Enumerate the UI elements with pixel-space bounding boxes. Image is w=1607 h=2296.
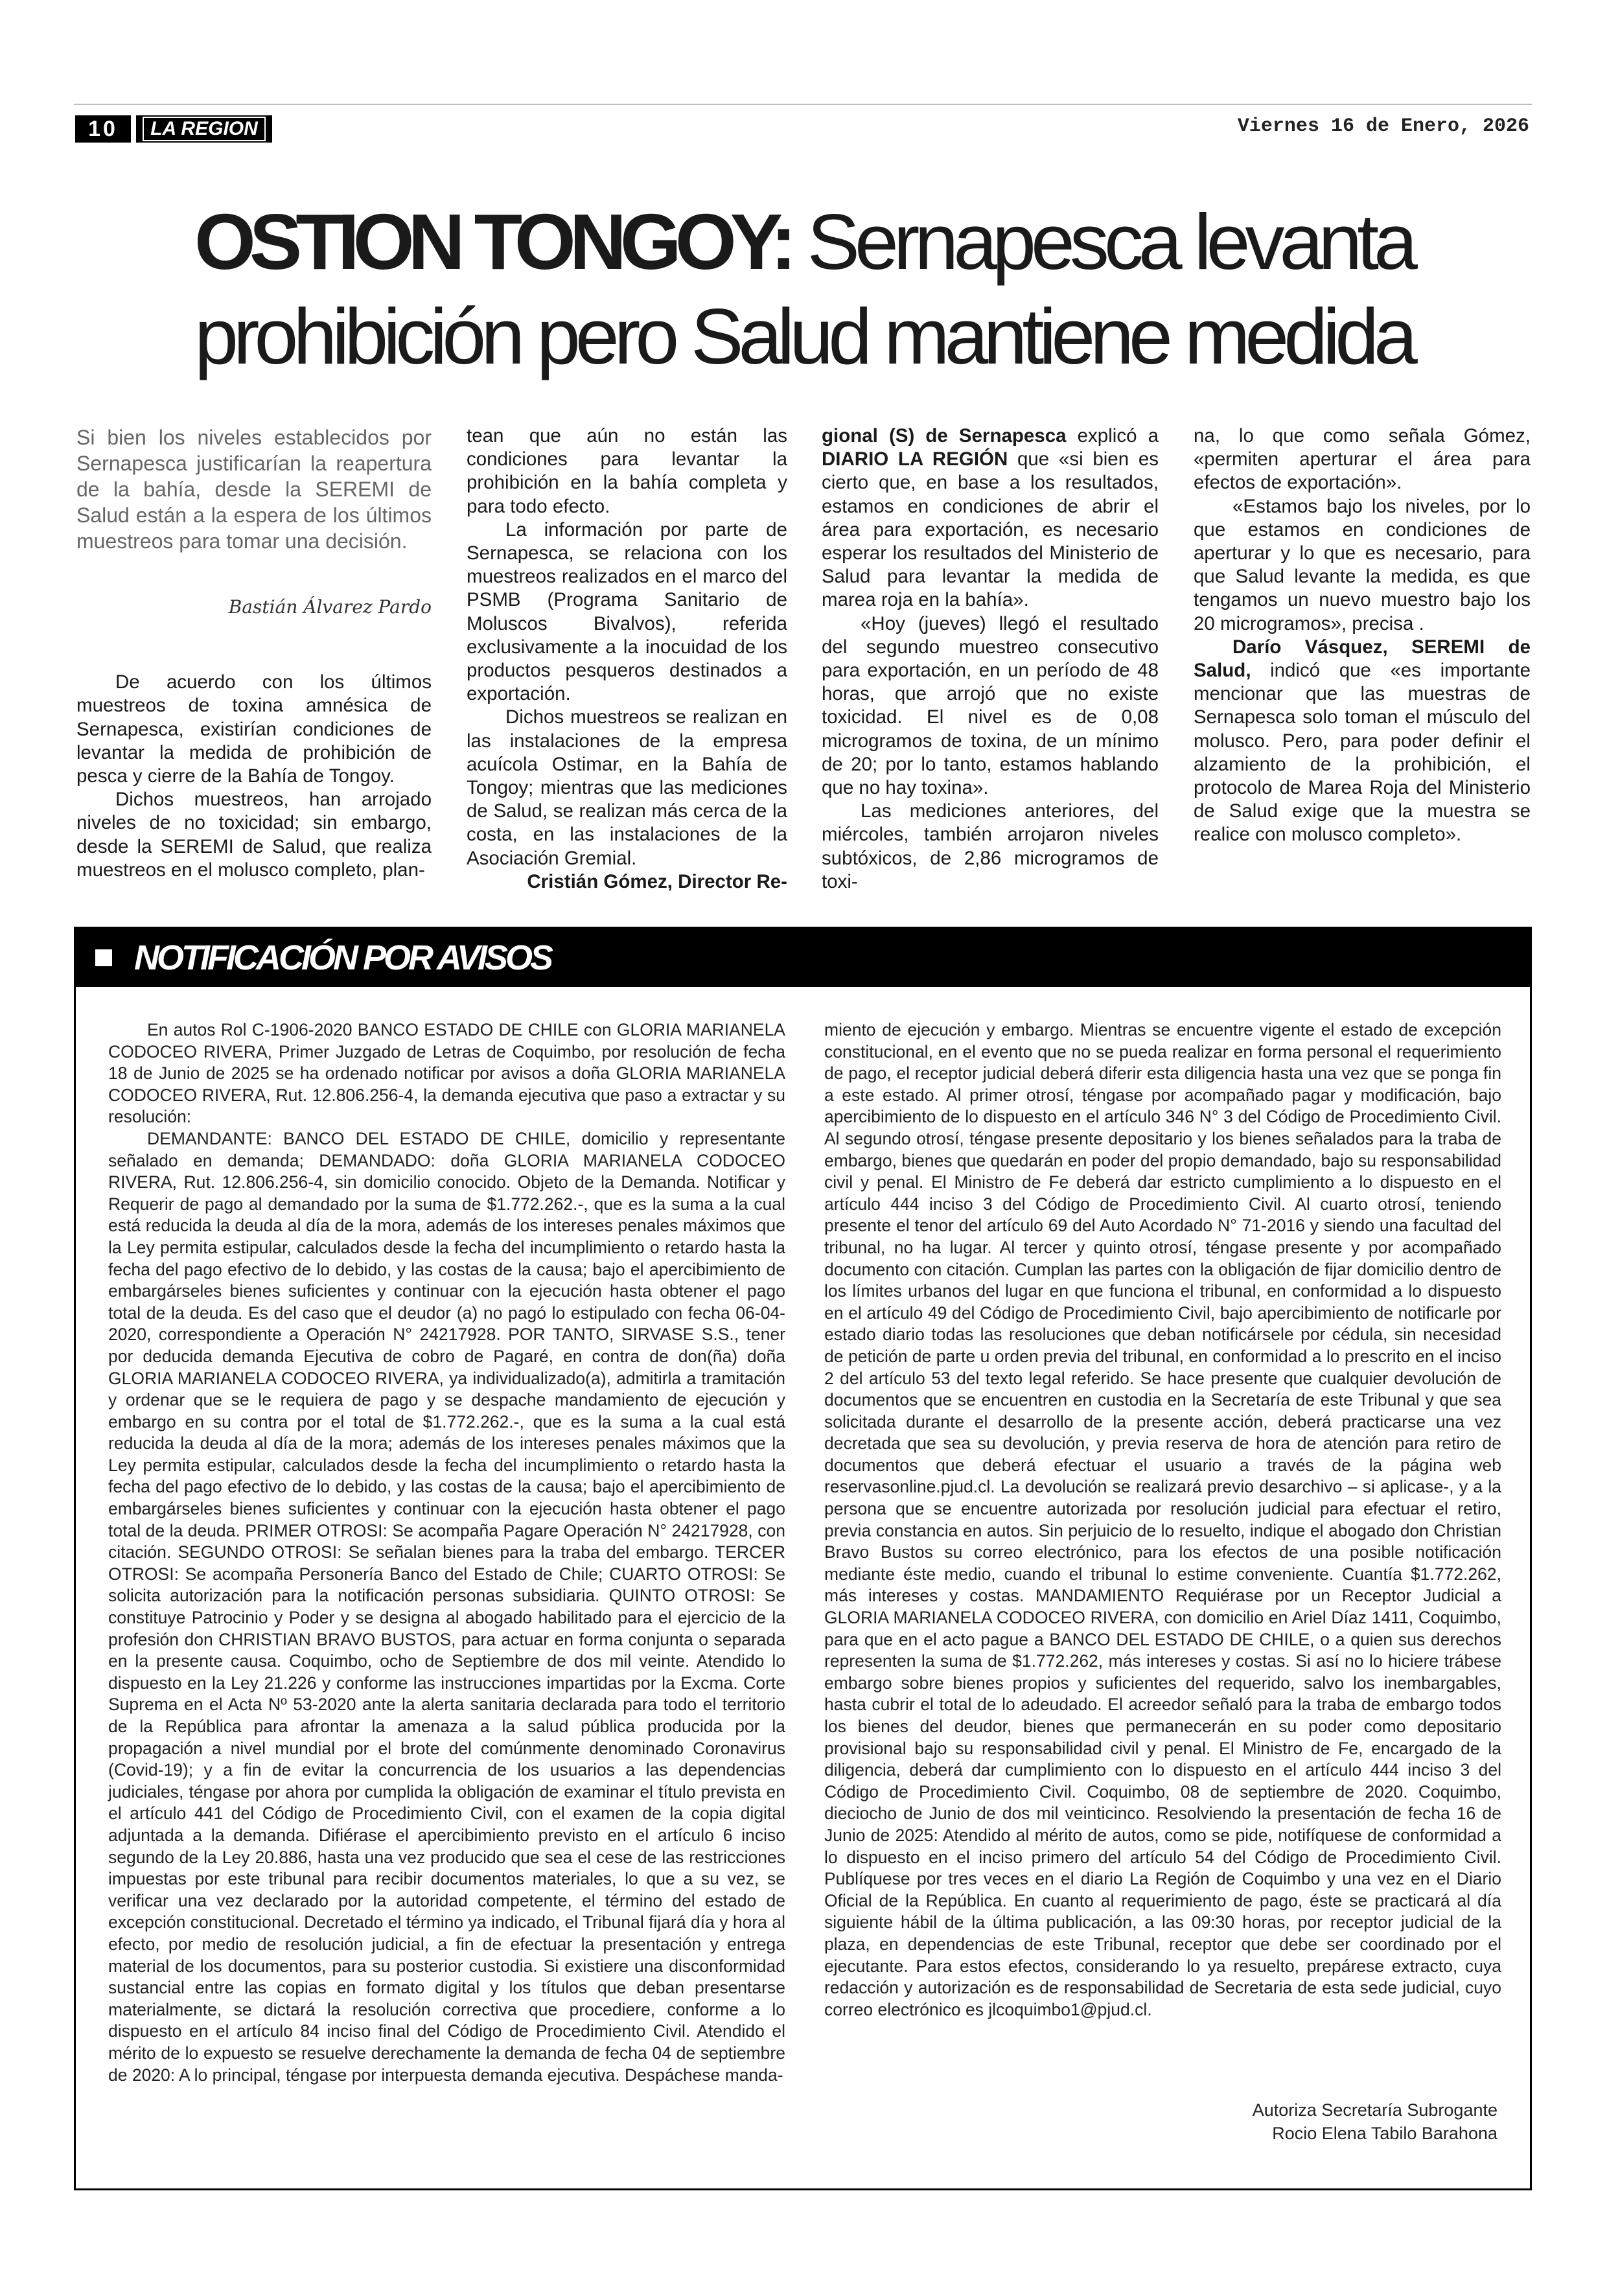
article-paragraph: De acuerdo con los últimos muestreos de toxina amnésica de Sernapesca, existirían condiciones de levantar la medida de prohibición de pesca y cierre de la Bahía de Tongoy. (76, 671, 432, 787)
issue-date: Viernes 16 de Enero, 2026 (1237, 115, 1529, 137)
newspaper-name: DIARIO LA REGIÓN (822, 448, 1008, 470)
headline-bold: OSTION TONGOY: (194, 198, 791, 286)
article-paragraph: Las mediciones anteriores, del miércoles, también arrojaron niveles subtóxicos, de 2,86 microgramos de toxi- (822, 800, 1159, 892)
article-column-1 (76, 424, 432, 882)
article-column-4 (1194, 424, 1531, 847)
notice-paragraph: DEMANDANTE: BANCO DEL ESTADO DE CHILE, domicilio y representante señalado en demanda; DEMANDADO: doña GLORIA MARIANELA CODOCEO RIVERA, Rut. 12.806.256-4, sin domicilio conocido. Objeto de la Demanda. Notificar y Requerir de pago al demandado por la suma de $1.772.262.-, que es la suma a la cual está reducida la deuda al día de la mora, además de los intereses penales máximos que la Ley permita estipular, calculados desde la fecha del incumplimiento o retardo hasta la fecha del pago efectivo de lo debido, y las costas de la causa; bajo el apercibimiento de embargárseles bienes suficientes y continuar con la ejecución hasta obtener el pago total de la deuda. Es del caso que el deudor (a) no pagó lo estipulado con fecha 06-04-2020, correspondiente a Operación N° 24217928. POR TANTO, SIRVASE S.S., tener por deducida demanda Ejecutiva de cobro de Pagaré, en contra de don(ña) doña GLORIA MARIANELA CODOCEO RIVERA, ya individualizado(a), admitirla a tramitación y ordenar que se le requiera de pago y se despache mandamiento de ejecución y embargo en su contra por el total de $1.772.262.-, que es la suma a la cual está reducida la deuda al día de la mora; además de los intereses penales máximos que la Ley permita estipular, calculados desde la fecha del incumplimiento o retardo hasta la fecha del pago efectivo de lo debido, y las costas de la causa; bajo el apercibimiento de embargárseles bienes suficientes y continuar con la ejecución hasta obtener el pago total de la deuda. PRIMER OTROSI: Se acompaña Pagare Operación N° 24217928, con citación. SEGUNDO OTROSI: Se señalan bienes para la traba del embargo. TERCER OTROSI: Se acompaña Personería Banco del Estado de Chile; CUARTO OTROSI: Se solicita autorización para la notificación personas subsidiaria. QUINTO OTROSI: Se constituye Patrocinio y Poder y se designa al abogado habilitado para el ejercicio de la profesión don CHRISTIAN BRAVO BUSTOS, para actuar en forma conjunta o separada en la presente causa. Coquimbo, ocho de Septiembre de dos mil veinte. Atendido lo dispuesto en la Ley 21.226 y conforme las instrucciones impartidas por la Excma. Corte Suprema en el Acta Nº 53-2020 ante la alerta sanitaria declarada para todo el territorio de la República para afrontar la amenaza a la salud pública producida por la propagación a nivel mundial por el brote del comúnmente denominado Coronavirus (Covid-19); y a fin de evitar la concurrencia de los usuarios a las dependencias judiciales, téngase por ahora por cumplida la obligación de examinar el título prevista en el artículo 441 del Código de Procedimiento Civil, con el examen de la copia digital adjuntada a la demanda. Difiérase el apercibimiento previsto en el artículo 6 inciso segundo de la Ley 20.886, hasta una vez producido que sea el cese de las restricciones impuestas por este tribunal para recibir documentos materiales, lo que a su vez, se verificar una vez declarado por la autoridad competente, el término del estado de excepción constitucional. Decretado el término ya indicado, el Tribunal fijará día y hora al efecto, por medio de resolución judicial, a fin de efectuar la presentación y entrega material de los documentos, para su posterior custodia. Si existiere una disconformidad sustancial entre las copias en formato digital y los títulos que deban presentarse materialmente, se dictará la resolución correctiva que procediere, conforme a lo dispuesto en el artículo 84 inciso final del Código de Procedimiento Civil. Atendido el mérito de lo expuesto se resuelve derechamente la demanda de fecha 04 de septiembre de 2020: A lo principal, téngase por interpuesta demanda ejecutiva. Despáchese manda- (108, 1128, 785, 2085)
headline-rest: Sernapesca levanta prohibición pero Salud mantiene medida (194, 198, 1413, 380)
signature-line-1: Autoriza Secretaría Subrogante (1252, 2100, 1497, 2120)
source-title: gional (S) de Sernapesca (822, 425, 1067, 446)
article-paragraph: «Estamos bajo los niveles, por lo que estamos en condiciones de aperturar y lo que es necesario, para que Salud levante la medida, es que tengamos un nuevo muestro bajo los 20 microgramos», precisa . (1194, 495, 1531, 634)
article-lede: Si bien los niveles establecidos por Sernapesca justificarían la reapertura de la bahía, desde la SEREMI de Salud están a la espera de los últimos muestreos para tomar una decisión. (76, 426, 432, 553)
article-paragraph (1194, 636, 1531, 847)
top-rule (74, 104, 1532, 105)
article-column-2 (467, 424, 787, 894)
brand-logo (136, 115, 272, 143)
article-column-3 (822, 424, 1159, 894)
source-name: Darío Vásquez, SEREMI de Salud, (1194, 636, 1531, 682)
text-span: que «si bien es cierto que, en base a los resultados, estamos en condiciones de abrir el área para exportación, es necesario esperar los resultados del Ministerio de Salud para levantar la medida de marea roja en la bahía». (822, 448, 1159, 611)
article-paragraph: Dichos muestreos se realizan en las instalaciones de la empresa acuícola Ostimar, en la Bahía de Tongoy; mientras que las mediciones de Salud, se realizan más cerca de la costa, en las instalaciones de la Asociación Gremial. (467, 706, 787, 869)
signature-line-2: Rocio Elena Tabilo Barahona (1272, 2124, 1497, 2143)
notice-header (76, 929, 1530, 987)
notice-title: NOTIFICACIÓN POR AVISOS (134, 938, 551, 977)
article-paragraph: tean que aún no están las condiciones para levantar la prohibición en la bahía completa y para todo efecto. (467, 425, 787, 517)
text-span: indicó que «es importante mencionar que las muestras de Sernapesca solo toman el músculo del molusco. Pero, para poder definir el alzamiento de la prohibición, el protocolo de Marea Roja del Ministerio de Salud exige que la muestra se realice con molusco completo». (1194, 660, 1531, 846)
notice-paragraph: En autos Rol C-1906-2020 BANCO ESTADO DE CHILE con GLORIA MARIANELA CODOCEO RIVERA, Primer Juzgado de Letras de Coquimbo, por resolución de fecha 18 de Junio de 2025 se ha ordenado notificar por avisos a doña GLORIA MARIANELA CODOCEO RIVERA, Rut. 12.806.256-4, la demanda ejecutiva que paso a extractar y su resolución: (108, 1020, 785, 1127)
text-span: explicó a (1066, 425, 1159, 446)
article-paragraph: La información por parte de Sernapesca, se relaciona con los muestreos realizados en el marco del PSMB (Programa Sanitario de Moluscos Bivalvos), referida exclusivamente a la inocuidad de los productos pesqueros destinados a exportación. (467, 518, 787, 705)
notice-column-1 (108, 1019, 785, 2086)
brand-name: LA REGION (143, 117, 266, 141)
article-paragraph: «Hoy (jueves) llegó el resultado del segundo muestreo consecutivo para exportación, en un período de 48 horas, que arrojó que no existe toxicidad. El nivel es de 0,08 microgramos de toxina, de un mínimo de 20; por lo tanto, estamos hablando que no hay toxina». (822, 612, 1159, 799)
square-bullet-icon (95, 949, 112, 966)
article-paragraph: na, lo que como señala Gómez, «permiten aperturar el área para efectos de exportación». (1194, 425, 1531, 494)
quoted-source-name: Cristián Gómez, Director Re- (527, 870, 787, 892)
article-paragraph (822, 424, 1159, 612)
article-byline: Bastián Álvarez Pardo (228, 596, 432, 618)
legal-notice-box (74, 927, 1532, 2190)
notice-paragraph: miento de ejecución y embargo. Mientras se encuentre vigente el estado de excepción constitucional, en el evento que no se pueda realizar en forma personal el requerimiento de pago, el receptor judicial deberá diferir esta diligencia hasta una vez que se ponga fin a este estado. Al primer otrosí, téngase por acompañado pagar y modificación, bajo apercibimiento de lo dispuesto en el artículo 346 N° 3 del Código de Procedimiento Civil. Al segundo otrosí, téngase presente depositario y los bienes señalados para la traba de embargo, bienes que quedarán en poder del propio demandado, bajo su responsabilidad civil y penal. El Ministro de Fe deberá dar estricto cumplimiento a lo dispuesto en el artículo 444 inciso 3 del Código de Procedimiento Civil. Al cuarto otrosí, teniendo presente el tenor del artículo 69 del Auto Acordado N° 71-2016 y siendo una facultad del tribunal, no ha lugar. Al tercer y quinto otrosí, téngase presente y por acompañado documento con citación. Cumplan las partes con la obligación de fijar domicilio dentro de los límites urbanos del lugar en que funciona el tribunal, en conformidad a lo dispuesto en el artículo 49 del Código de Procedimiento Civil, bajo apercibimiento de notificarle por estado diario todas las resoluciones que deban notificársele por cédula, sin necesidad de petición de parte u orden previa del tribunal, en conformidad a lo prescrito en el inciso 2 del artículo 53 del texto legal referido. Se hace presente que cualquier devolución de documentos que se encuentren en custodia en la Secretaría de este Tribunal y que sea solicitada durante el desarrollo de la presente acción, deberá practicarse una vez decretada que sea su devolución, y previa reserva de hora de atención para retiro de documentos que deberá efectuar el usuario a través de la página web reservasonline.pjud.cl. La devolución se realizará previo desarchivo – si aplicase-, y a la persona que se encuentre autorizada por resolución judicial para efectuar el retiro, previa constancia en autos. Sin perjuicio de lo resuelto, indique el abogado don Christian Bravo Bustos su correo electrónico, para los efectos de una posible notificación mediante éste medio, cuando el tribunal lo estime conveniente. Cuantía $1.772.262, más intereses y costas. MANDAMIENTO Requiérase por un Receptor Judicial a GLORIA MARIANELA CODOCEO RIVERA, con domicilio en Ariel Díaz 1411, Coquimbo, para que en el acto pague a BANCO DEL ESTADO DE CHILE, o a quien sus derechos representen la suma de $1.772.262, más intereses y costas. Si así no lo hiciere trábese embargo sobre bienes propios y suficientes del requerido, salvo los inembargables, hasta cubrir el total de lo adeudado. El acreedor señaló para la traba de embargo todos los bienes del deudor, bienes que permanecerán en su poder como depositario provisional bajo su responsabilidad civil y penal. El Ministro de Fe, encargado de la diligencia, deberá dar cumplimiento con lo dispuesto en el artículo 444 inciso 3 del Código de Procedimiento Civil. Coquimbo, 08 de septiembre de 2020. Coquimbo, dieciocho de Junio de dos mil veinticinco. Resolviendo la presentación de fecha 16 de Junio de 2025: Atendido al mérito de autos, como se pide, notifíquese de conformidad a lo dispuesto en el inciso primero del artículo 54 del Código de Procedimiento Civil. Publíquese por tres veces en el diario La Región de Coquimbo y una vez en el Diario Oficial de la República. En cuanto al requerimiento de pago, éste se practicará al día siguiente hábil de la última publicación, a las 09:30 horas, por receptor judicial de la plaza, en dependencias de este Tribunal, receptor que debe ser coordinado por el ejecutante. Para estos efectos, considerando lo ya resuelto, prepárese extracto, cuya redacción y autorización es de responsabilidad de Secretaria de esta sede judicial, cuyo correo electrónico es jlcoquimbo1@pjud.cl. (824, 1020, 1501, 2019)
page-number: 10 (75, 115, 131, 143)
article-headline (97, 194, 1510, 384)
notice-signature (1253, 2098, 1497, 2145)
notice-column-2 (824, 1019, 1501, 2021)
article-paragraph: Dichos muestreos, han arrojado niveles de no toxicidad; sin embargo, desde la SEREMI de Salud, que realiza muestreos en el molusco completo, plan- (76, 789, 432, 881)
